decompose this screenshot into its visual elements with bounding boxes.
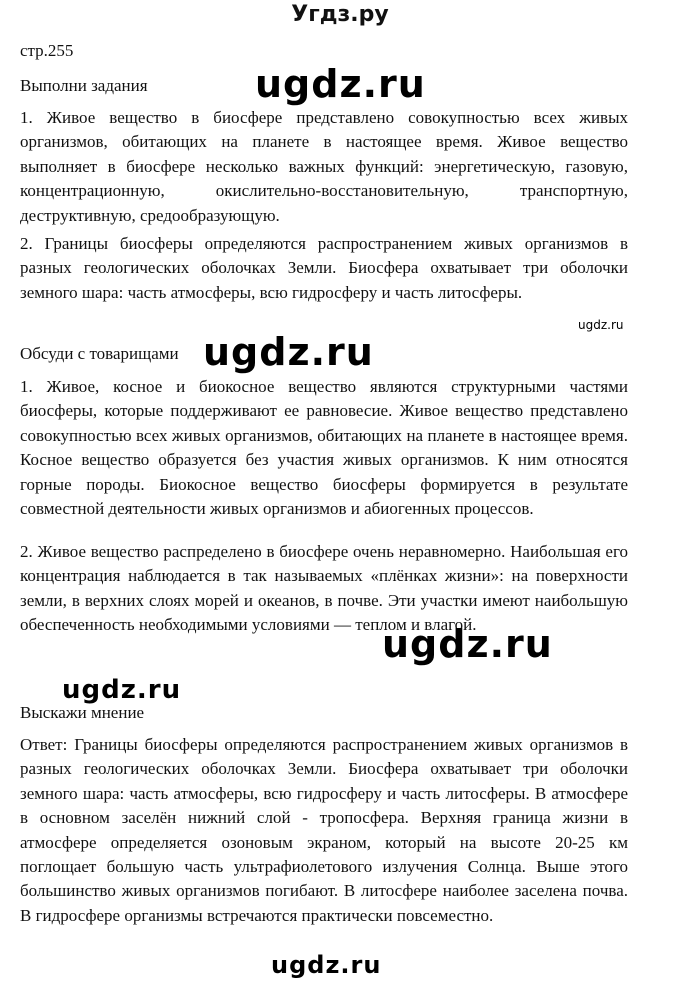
watermark: ugdz.ru [62, 675, 182, 705]
page-reference: стр.255 [20, 41, 74, 60]
site-title: Угдз.ру [291, 2, 389, 27]
opinion-paragraph-1: Ответ: Границы биосферы определяются распространением живых организмов в разных геологических оболочках Земли. Биосфера охватывает три оболочки земного шара: часть атмосферы, всю гидросферу и часть литосферы. В атмосфере в основном заселён нижний слой - тропосфера. Верхняя граница жизни в атмосфере определяется озоновым экраном, который на высоте 20-25 км поглощает большую часть ультрафиолетового излучения Солнца. Выше этого большинство живых организмов погибают. В литосфере наиболее заселена почва. В гидросфере организмы встречаются практически повсеместно. [20, 735, 628, 925]
watermark: ugdz.ru [203, 330, 374, 374]
tasks-paragraph-2: 2. Границы биосферы определяются распространением живых организмов в разных геологических оболочках Земли. Биосфера охватывает три оболочки земного шара: часть атмосферы, всю гидросферу и часть литосферы. [20, 234, 628, 302]
watermark: ugdz.ru [271, 951, 382, 979]
tasks-paragraph-1: 1. Живое вещество в биосфере представлено совокупностью всех живых организмов, обитающих на планете в настоящее время. Живое вещество выполняет в биосфере несколько важных функций: энергетическую, газовую, концентрационную, окислительно-восстановительную, транспортную, деструктивную, средообразующую. [20, 108, 628, 225]
section-heading-tasks: Выполни задания [20, 76, 148, 95]
watermark-small: ugdz.ru [578, 318, 624, 332]
discuss-paragraph-1: 1. Живое, косное и биокосное вещество являются структурными частями биосферы, которые поддерживают ее равновесие. Живое вещество представлено совокупностью всех живых организмов, обитающих на планете в настоящее время. Косное вещество образуется без участия живых организмов. К ним относятся горные породы. Биокосное вещество биосферы формируется в результате совместной деятельности живых организмов и абиогенных процессов. [20, 377, 628, 519]
watermark: ugdz.ru [382, 622, 553, 666]
discuss-paragraph-2: 2. Живое вещество распределено в биосфере очень неравномерно. Наибольшая его концентрация наблюдается в так называемых «плёнках жизни»: на поверхности земли, в верхних слоях морей и океанов, в почве. Эти участки имеют наибольшую обеспеченность необходимыми условиями — теплом и влагой. [20, 542, 628, 635]
watermark: ugdz.ru [255, 62, 426, 106]
section-heading-discuss: Обсуди с товарищами [20, 344, 179, 363]
section-heading-opinion: Выскажи мнение [20, 703, 145, 722]
